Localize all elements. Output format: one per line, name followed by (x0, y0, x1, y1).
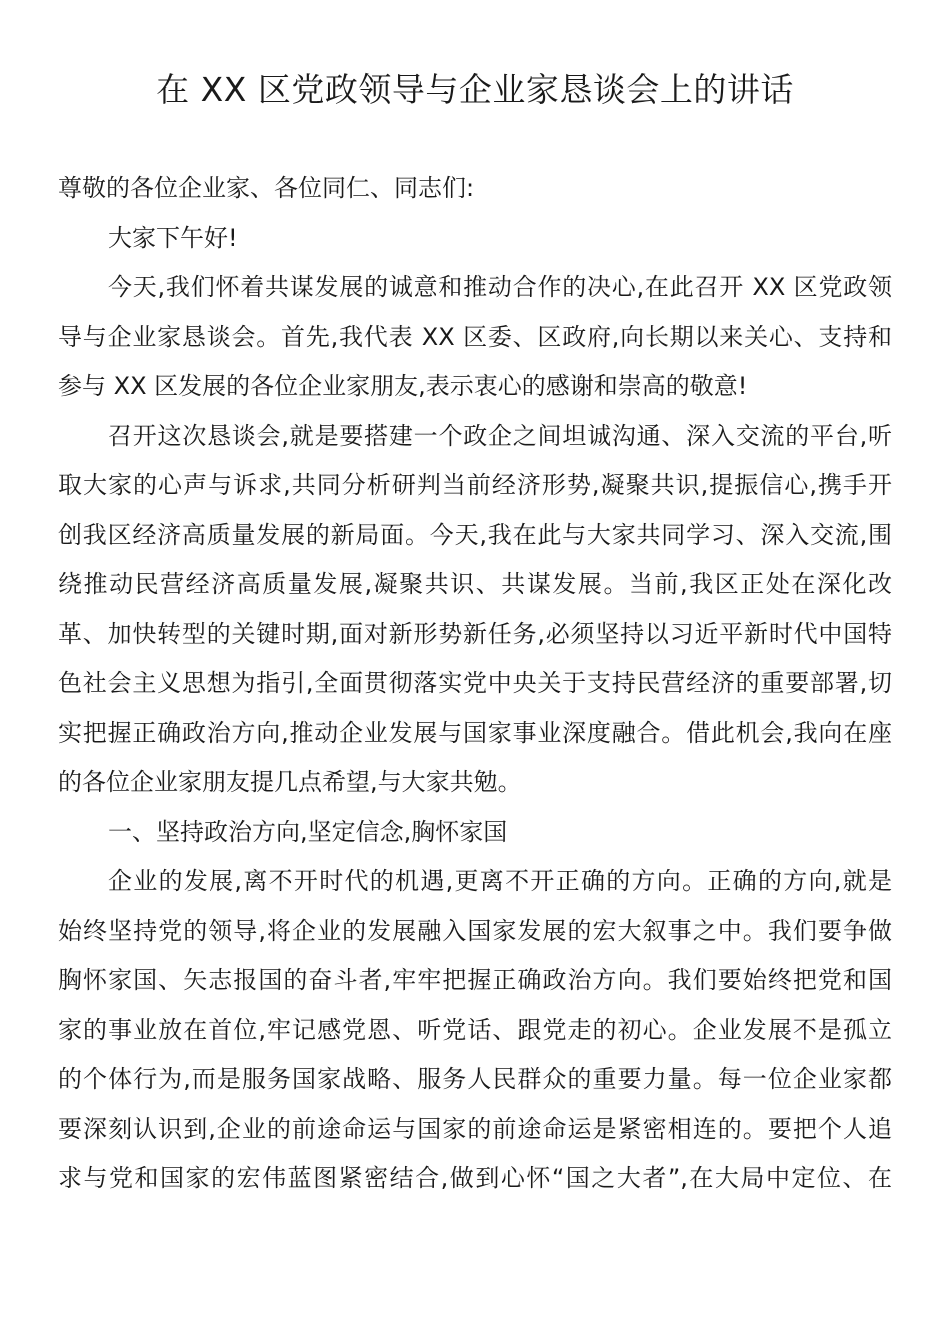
paragraph-3-line-4: 家的事业放在首位,牢记感党恩、听党话、跟党走的初心。企业发展不是孤立 (58, 1015, 892, 1044)
paragraph-1-line-2: 导与企业家恳谈会。首先,我代表 XX 区委、区政府,向长期以来关心、支持和 (58, 322, 892, 351)
paragraph-3-line-2: 始终坚持党的领导,将企业的发展融入国家发展的宏大叙事之中。我们要争做 (58, 916, 892, 945)
paragraph-2-line-6: 色社会主义思想为指引,全面贯彻落实党中央关于支持民营经济的重要部署,切 (58, 669, 892, 697)
paragraph-3-line-1: 企业的发展,离不开时代的机遇,更离不开正确的方向。正确的方向,就是 (108, 867, 892, 895)
salutation-line: 尊敬的各位企业家、各位同仁、同志们: (58, 174, 475, 202)
section-heading-1: 一、坚持政治方向,坚定信念,胸怀家国 (108, 817, 508, 846)
document-page (58, 0, 892, 1344)
paragraph-3-line-7: 求与党和国家的宏伟蓝图紧密结合,做到心怀“国之大者”,在大局中定位、在 (58, 1164, 892, 1192)
paragraph-3-line-5: 的个体行为,而是服务国家战略、服务人民群众的重要力量。每一位企业家都 (58, 1065, 892, 1093)
document-title: 在 XX 区党政领导与企业家恳谈会上的讲话 (156, 70, 794, 109)
paragraph-2-line-8: 的各位企业家朋友提几点希望,与大家共勉。 (58, 768, 522, 796)
document-body (58, 164, 892, 1204)
paragraph-2-line-1: 召开这次恳谈会,就是要搭建一个政企之间坦诚沟通、深入交流的平台,听 (108, 421, 892, 450)
paragraph-1-line-3: 参与 XX 区发展的各位企业家朋友,表示衷心的感谢和崇高的敬意! (58, 372, 748, 400)
paragraph-2-line-7: 实把握正确政治方向,推动企业发展与国家事业深度融合。借此机会,我向在座 (58, 718, 892, 747)
paragraph-2-line-3: 创我区经济高质量发展的新局面。今天,我在此与大家共同学习、深入交流,围 (58, 520, 892, 549)
paragraph-1-line-1: 今天,我们怀着共谋发展的诚意和推动合作的决心,在此召开 XX 区党政领 (108, 273, 892, 301)
greeting-line: 大家下午好! (108, 223, 238, 252)
paragraph-3-line-3: 胸怀家国、矢志报国的奋斗者,牢牢把握正确政治方向。我们要始终把党和国 (58, 966, 892, 994)
paragraph-3-line-6: 要深刻认识到,企业的前途命运与国家的前途命运是紧密相连的。要把个人追 (58, 1114, 892, 1143)
paragraph-2-line-4: 绕推动民营经济高质量发展,凝聚共识、共谋发展。当前,我区正处在深化改 (58, 570, 892, 598)
paragraph-2-line-2: 取大家的心声与诉求,共同分析研判当前经济形势,凝聚共识,提振信心,携手开 (58, 471, 892, 499)
paragraph-2-line-5: 革、加快转型的关键时期,面对新形势新任务,必须坚持以习近平新时代中国特 (58, 619, 892, 648)
